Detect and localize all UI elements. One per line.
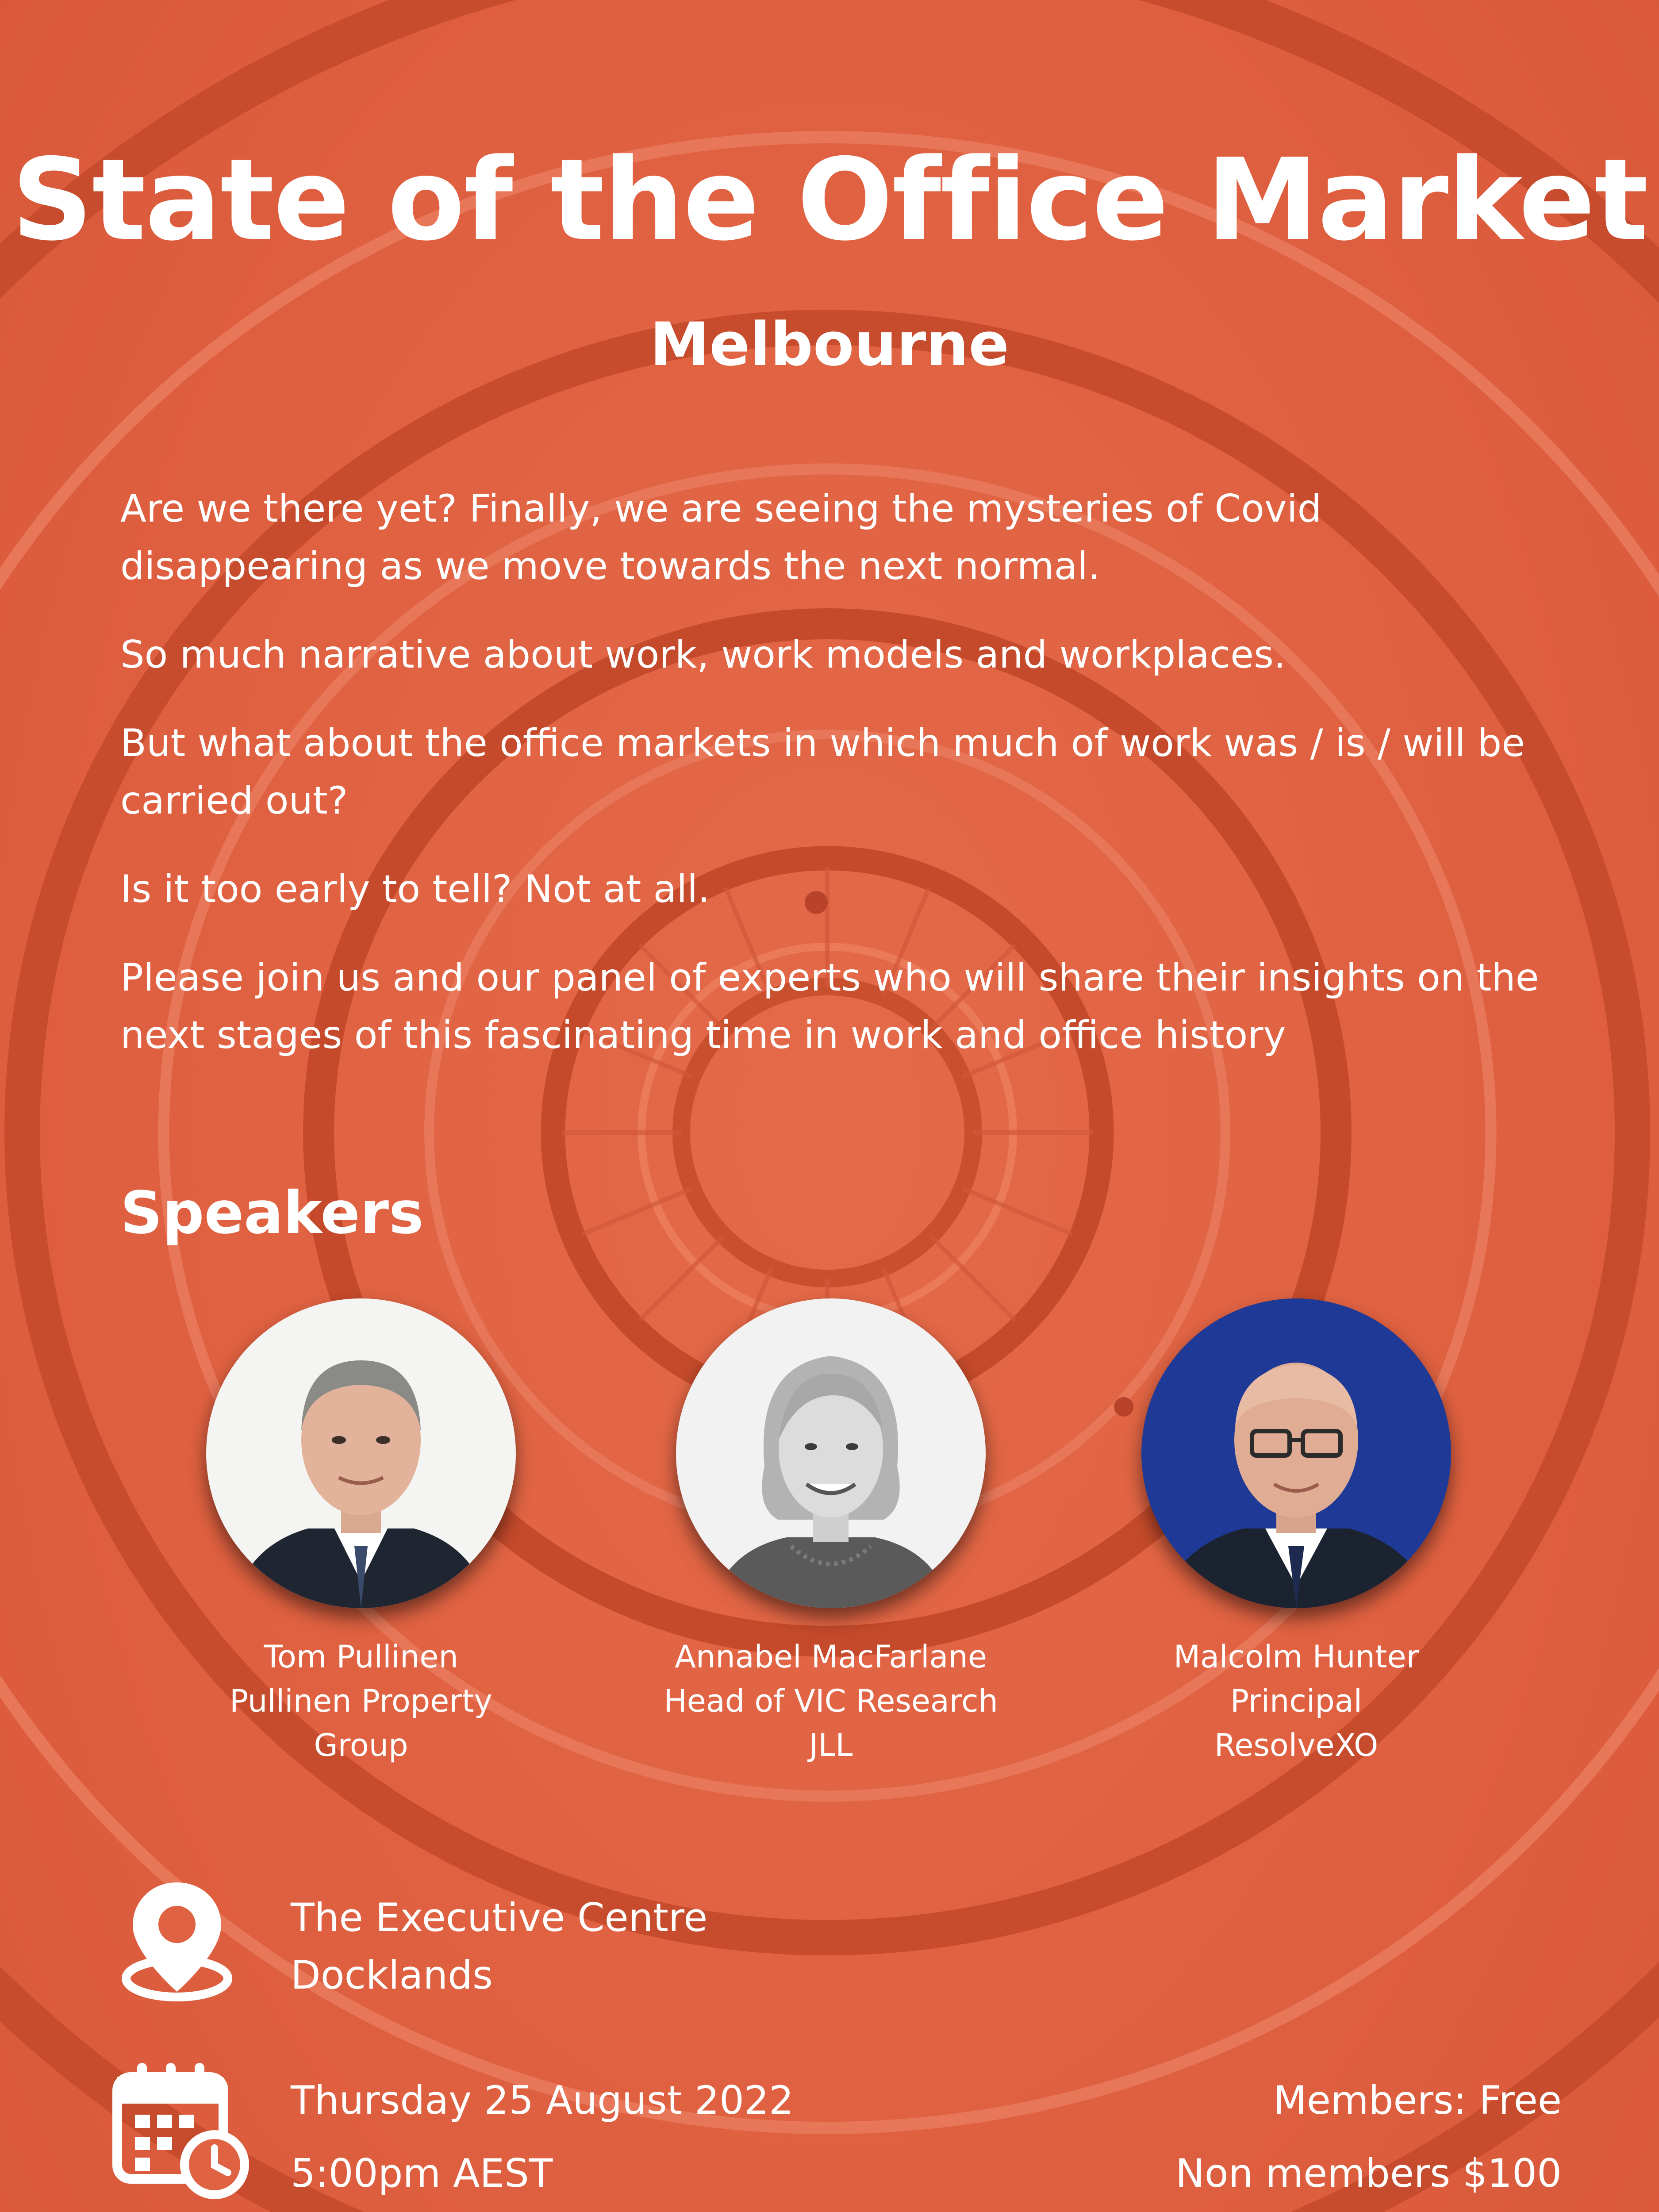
speaker-organisation: JLL	[809, 1727, 853, 1763]
event-date: Thursday 25 August 2022	[291, 2078, 794, 2123]
speaker-role: Principal	[1230, 1683, 1363, 1719]
intro-paragraph: So much narrative about work, work models and workplaces.	[120, 633, 1286, 677]
event-datetime	[291, 2064, 794, 2210]
speaker-info	[610, 1635, 1052, 1767]
speaker-info	[1075, 1635, 1517, 1767]
speaker-card-annabel-macfarlane	[610, 1298, 1052, 1767]
event-title: State of the Office Market	[12, 134, 1647, 266]
venue-location: Docklands	[291, 1952, 493, 1998]
speaker-organisation: ResolveXO	[1214, 1727, 1379, 1763]
location-pin-icon	[119, 1876, 234, 2008]
intro-paragraph: Is it too early to tell? Not at all.	[120, 867, 710, 911]
members-price: Members: Free	[1273, 2078, 1562, 2123]
speaker-role: Head of VIC Research	[664, 1683, 998, 1719]
speaker-card-tom-pullinen	[140, 1298, 582, 1767]
speakers-heading: Speakers	[120, 1179, 424, 1247]
intro-paragraph: Please join us and our panel of experts who will share their insights on the next stages of this fascinating time in work and office history	[120, 956, 1539, 1057]
speaker-card-malcolm-hunter	[1075, 1298, 1517, 1767]
speaker-photo	[1141, 1298, 1451, 1608]
speaker-name: Tom Pullinen	[264, 1639, 458, 1675]
calendar-clock-icon	[111, 2059, 252, 2201]
venue-details	[291, 1889, 707, 2004]
speaker-name: Annabel MacFarlane	[675, 1639, 987, 1675]
event-description	[120, 480, 1558, 1095]
speaker-photo	[676, 1298, 986, 1608]
intro-paragraph: But what about the office markets in which much of work was / is / will be carried out?	[120, 721, 1525, 823]
non-members-price: Non members $100	[1175, 2151, 1562, 2196]
ticket-pricing	[1175, 2064, 1562, 2210]
speaker-organisation: Group	[314, 1727, 408, 1763]
event-time: 5:00pm AEST	[291, 2151, 553, 2196]
event-city: Melbourne	[650, 310, 1009, 379]
speaker-photo	[206, 1298, 516, 1608]
venue-name: The Executive Centre	[291, 1895, 708, 1940]
speaker-info	[140, 1635, 582, 1767]
speaker-role: Pullinen Property	[230, 1683, 492, 1719]
intro-paragraph: Are we there yet? Finally, we are seeing the mysteries of Covid disappearing as we move towards the next normal.	[120, 487, 1322, 588]
speaker-name: Malcolm Hunter	[1173, 1639, 1419, 1675]
